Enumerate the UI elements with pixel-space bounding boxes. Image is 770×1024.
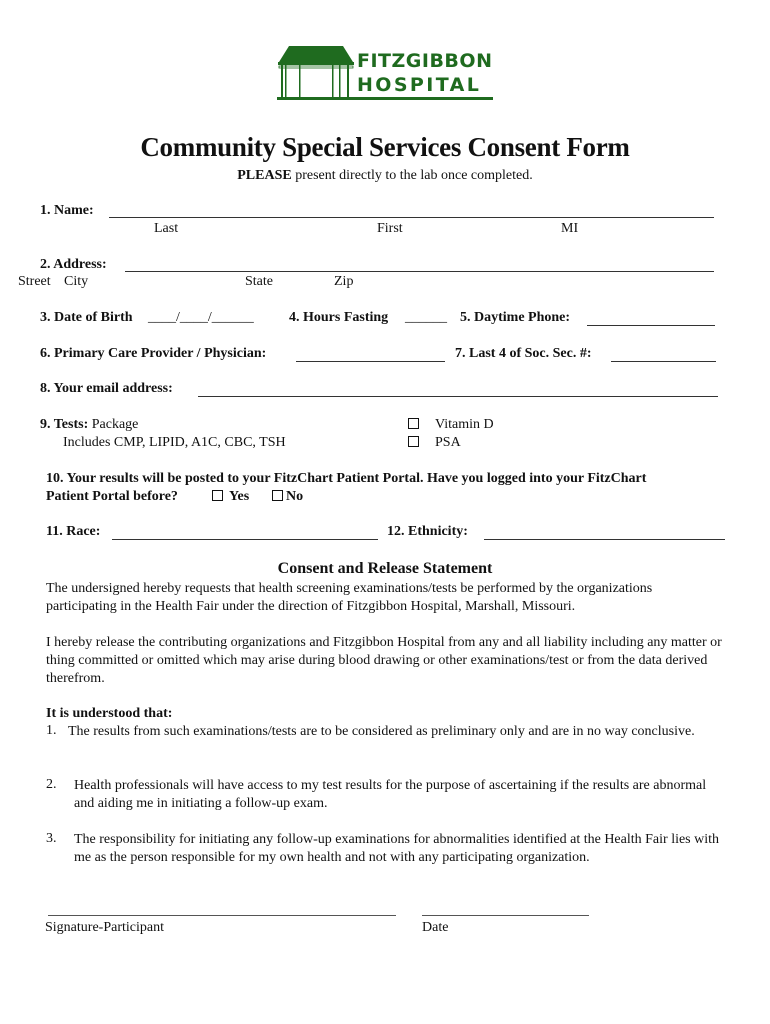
portal-no-checkbox[interactable] [272, 490, 283, 501]
name-sublabel-first: First [377, 221, 403, 236]
understood-item-3-text: The responsibility for initiating any follow-up examinations for abnormalities identified at the Health Fair lies with me as the person responsible for my own health and not with any participating organization. [74, 832, 720, 865]
fasting-field[interactable]: ______ [405, 310, 447, 325]
ssn-field[interactable] [611, 361, 716, 362]
race-field[interactable] [112, 539, 378, 540]
tests-includes: Includes CMP, LIPID, A1C, CBC, TSH [63, 435, 286, 450]
portal-yes-checkbox[interactable] [212, 490, 223, 501]
name-sublabel-mi: MI [561, 221, 579, 236]
logo-text-fitzgibbon: FITZGIBBON [357, 50, 493, 72]
tests-package: Package [91, 417, 139, 432]
understood-item-2-number: 2. [46, 777, 57, 792]
name-field[interactable] [109, 217, 714, 218]
subtitle-text: present directly to the lab once completed. [291, 168, 533, 183]
portal-yes-label: Yes [229, 489, 250, 504]
date-label: Date [422, 920, 449, 935]
consent-title: Consent and Release Statement [277, 560, 493, 577]
race-label: 11. Race: [46, 524, 101, 539]
portal-no-option[interactable] [272, 489, 303, 505]
address-label: 2. Address: [40, 257, 107, 272]
fasting-label: 4. Hours Fasting [289, 310, 389, 325]
test-option-psa[interactable] [408, 435, 461, 451]
page-title: Community Special Services Consent Form [140, 132, 630, 162]
portal-yes-option[interactable] [212, 489, 249, 505]
understood-label: It is understood that: [46, 706, 173, 721]
signature-label: Signature-Participant [45, 920, 164, 935]
hospital-logo [277, 44, 493, 100]
understood-item-1-text: The results from such examinations/tests are to be considered as preliminary only and are in no way conclusive. [68, 724, 695, 739]
address-sublabel-street: Street [18, 274, 51, 289]
pcp-field[interactable] [296, 361, 445, 362]
address-sublabel-zip: Zip [334, 274, 354, 289]
dob-label: 3. Date of Birth [40, 310, 133, 325]
understood-item-3-number: 3. [46, 831, 57, 846]
page-subtitle [0, 168, 770, 184]
vitamin-d-label: Vitamin D [435, 417, 494, 432]
dob-field[interactable]: ____/____/______ [148, 310, 254, 325]
building-icon [277, 44, 355, 100]
psa-label: PSA [435, 435, 461, 450]
portal-question-line2: Patient Portal before? [46, 489, 178, 504]
phone-label: 5. Daytime Phone: [460, 310, 571, 325]
tests-label: 9. Tests: [40, 417, 89, 432]
ssn-label: 7. Last 4 of Soc. Sec. #: [455, 346, 592, 361]
address-sublabel-city: City [64, 274, 89, 289]
understood-item-1-number: 1. [46, 723, 57, 738]
phone-field[interactable] [587, 325, 715, 326]
consent-paragraph-2: I hereby release the contributing organizations and Fitzgibbon Hospital from any and all liability including any matter or thing committed or omitted which may arise during blood drawing or other examinations/test or from the data derived therefrom. [46, 635, 722, 686]
email-label: 8. Your email address: [40, 381, 173, 396]
logo-underline [355, 97, 493, 100]
email-field[interactable] [198, 396, 718, 397]
psa-checkbox[interactable] [408, 436, 419, 447]
tests-heading [40, 417, 138, 433]
vitamin-d-checkbox[interactable] [408, 418, 419, 429]
name-sublabel-last: Last [154, 221, 179, 236]
subtitle-emphasis: PLEASE [237, 168, 292, 183]
address-sublabel-state: State [245, 274, 273, 289]
signature-field[interactable] [48, 915, 396, 916]
ethnicity-field[interactable] [484, 539, 725, 540]
name-label: 1. Name: [40, 203, 94, 218]
test-option-vitamin-d[interactable] [408, 417, 494, 433]
ethnicity-label: 12. Ethnicity: [387, 524, 468, 539]
consent-paragraph-1: The undersigned hereby requests that health screening examinations/tests be performed by the organizations participating in the Health Fair under the direction of Fitzgibbon Hospital, Marshall, Missouri. [46, 581, 653, 614]
portal-question-line1: 10. Your results will be posted to your FitzChart Patient Portal. Have you logged into your FitzChart [46, 471, 647, 486]
logo-text-hospital: HOSPITAL [357, 74, 482, 96]
date-field[interactable] [422, 915, 589, 916]
address-field[interactable] [125, 271, 714, 272]
pcp-label: 6. Primary Care Provider / Physician: [40, 346, 267, 361]
understood-item-2-text: Health professionals will have access to my test results for the purpose of ascertaining if the results are abnormal and aiding me in initiating a follow-up exam. [74, 778, 707, 811]
portal-no-label: No [286, 489, 304, 504]
